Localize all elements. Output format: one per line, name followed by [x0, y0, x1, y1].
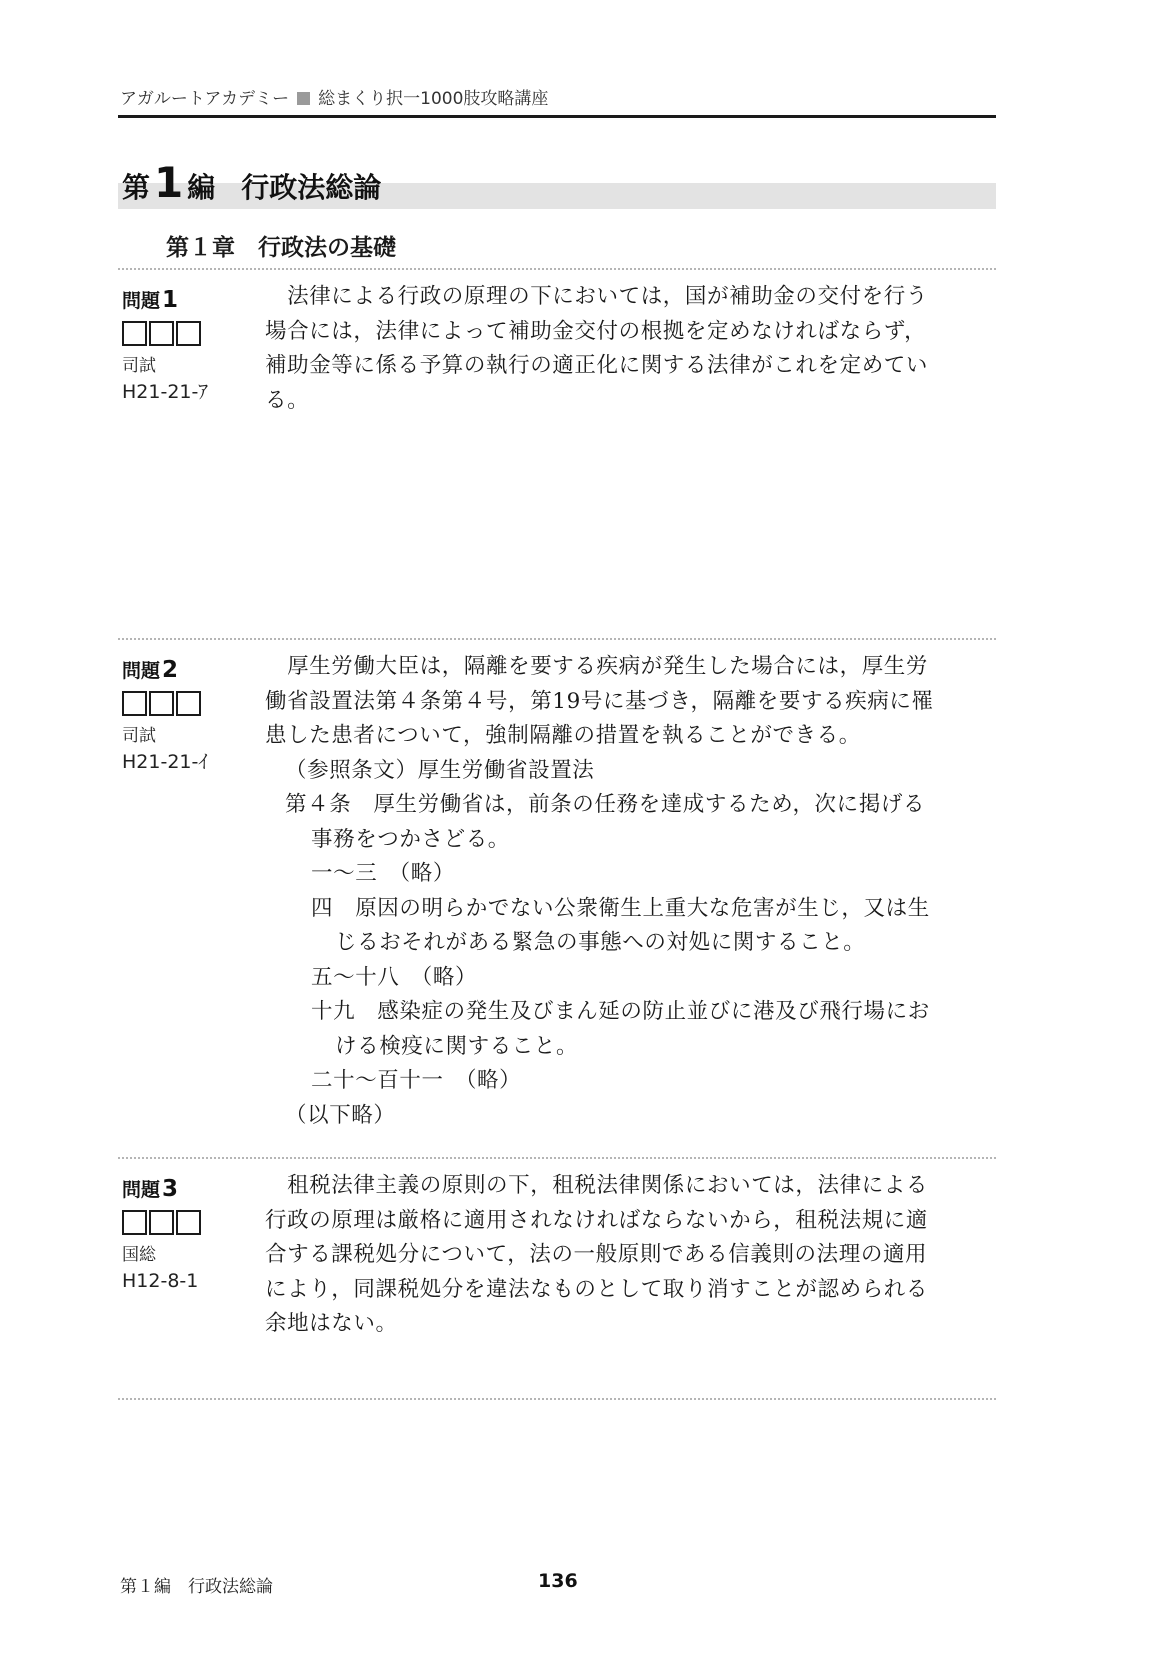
- reference-item: 二十～百十一 （略）: [311, 1068, 522, 1093]
- checkbox[interactable]: [149, 691, 174, 716]
- reference-item: 一～三 （略）: [311, 861, 455, 886]
- part-name: 行政法総論: [241, 171, 382, 204]
- square-bullet-icon: [297, 92, 310, 105]
- checkbox[interactable]: [149, 321, 174, 346]
- page-number: 136: [538, 1570, 578, 1592]
- question-source: [122, 723, 208, 775]
- source-exam: 司試: [122, 726, 156, 746]
- question-text: 租税法律主義の原則の下，租税法律関係においては，法律による 行政の原理は厳格に適用されなければならないから，租税法規に適 合する課税処分について，法の一般原則である信義則の法理の適用 により，同課税処分を違法なものとして取り消すことが認められる 余地はない。: [265, 1173, 929, 1336]
- chapter-title: 第１章 行政法の基礎: [166, 235, 396, 261]
- reference-item: 四 原因の明らかでない公衆衛生上重大な危害が生じ，又は生: [311, 895, 930, 921]
- divider: [118, 1398, 996, 1400]
- running-header: [120, 84, 548, 109]
- source-exam: 国総: [122, 1245, 156, 1265]
- reference-heading: （参照条文）厚生労働省設置法: [285, 757, 595, 783]
- part-title: 第1 編 行政法総論: [122, 158, 382, 207]
- checkboxes: [122, 1210, 201, 1235]
- footer-section: 第１編 行政法総論: [120, 1577, 273, 1597]
- question-source: [122, 1242, 198, 1294]
- divider: [118, 1157, 996, 1159]
- reference-item: 五～十八 （略）: [311, 964, 478, 990]
- checkbox[interactable]: [122, 691, 147, 716]
- header-rule: [118, 115, 996, 118]
- checkbox[interactable]: [176, 691, 201, 716]
- checkbox[interactable]: [176, 1210, 201, 1235]
- reference-item: 十九 感染症の発生及びまん延の防止並びに港及び飛行場にお: [311, 999, 930, 1024]
- divider: [118, 268, 996, 270]
- question-text: 厚生労働大臣は，隔離を要する疾病が発生した場合には，厚生労 働省設置法第４条第４号，第19号に基づき，隔離を要する疾病に罹 患した患者について，強制隔離の措置を執ることができる。 （参照条文）厚生労働省設置法 第４条 厚生労働省は，前条の任務を達成するため，次に掲げる 事務をつかさどる。 一～三 （略） 四 原因の明らかでない公衆衛生上重大な危害が生じ，又は生 じるおそれがある緊急の事態への対処に関すること。 五～十八 （略） 十九 感染症の発生及びまん延の防止並びに港及び飛行場にお ける検疫に関すること。 二十～百十一 （略） （以下略）: [265, 650, 999, 1133]
- checkbox[interactable]: [149, 1210, 174, 1235]
- source-code: H21-21-ｲ: [122, 751, 208, 773]
- checkboxes: [122, 321, 201, 346]
- header-course: 総まくり択一1000肢攻略講座: [318, 89, 549, 109]
- divider: [118, 638, 996, 640]
- source-code: H21-21-ｱ: [122, 381, 208, 403]
- source-code: H12-8-1: [122, 1270, 199, 1292]
- question-text: 法律による行政の原理の下においては，国が補助金の交付を行う 場合には，法律によって補助金交付の根拠を定めなければならず， 補助金等に係る予算の執行の適正化に関する法律がこれを定めてい る。: [265, 284, 929, 413]
- header-publisher: アガルートアカデミー: [120, 89, 290, 109]
- part-number: 1: [154, 158, 184, 207]
- question-source: [122, 353, 208, 405]
- reference-article: 第４条 厚生労働省は，前条の任務を達成するため，次に掲げる: [285, 792, 926, 817]
- question-label: 問題1: [122, 287, 179, 313]
- question-label: 問題2: [122, 657, 179, 683]
- checkboxes: [122, 691, 201, 716]
- reference-closing: （以下略）: [285, 1102, 396, 1128]
- question-label: 問題3: [122, 1176, 179, 1202]
- checkbox[interactable]: [122, 321, 147, 346]
- checkbox[interactable]: [122, 1210, 147, 1235]
- source-exam: 司試: [122, 356, 156, 376]
- checkbox[interactable]: [176, 321, 201, 346]
